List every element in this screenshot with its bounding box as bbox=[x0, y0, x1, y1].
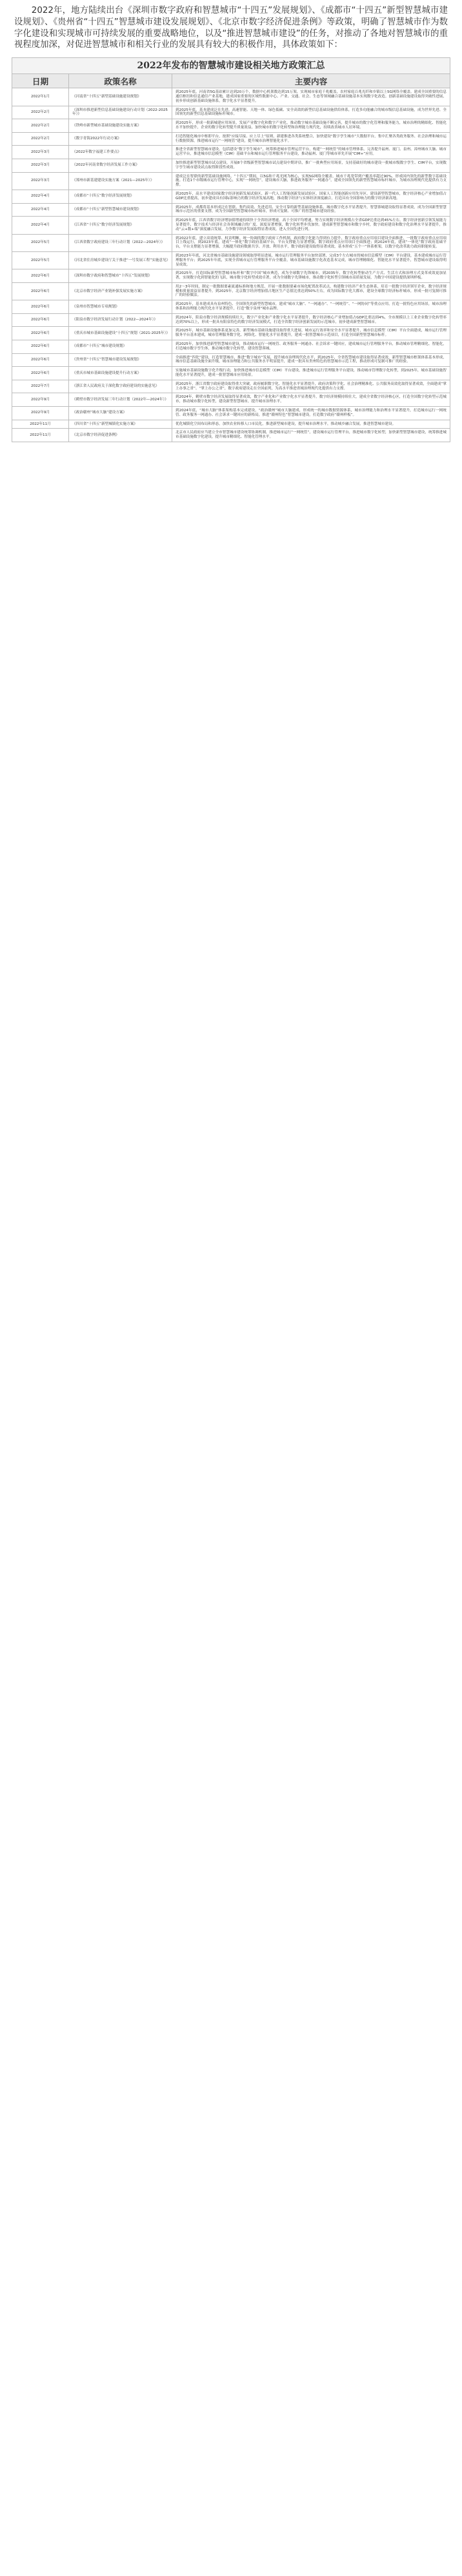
row-date: 2022年4月 bbox=[12, 190, 69, 203]
row-policy-name: 《江西省“十四五”数字经济发展规划》 bbox=[69, 217, 172, 234]
row-main-content: 到2025年底，基本建成泛在先进、高速智能、天地一体、绿色低碳、安全高效的新型信息基础设施供给体系，打造多功能融合的城市级信息基础设施，成为世界先进、全国领先的新型信息基础设施标杆城市。 bbox=[172, 106, 450, 119]
table-row bbox=[12, 172, 450, 190]
table-row bbox=[12, 159, 450, 172]
row-main-content: 到2023年年底，河北省城市基础设施建设领域取得明显进展，城市运行管理服务平台加快部署，完成3个左右城市的城市信息模型（CIM）平台建设，基本建成城市运行管理服务平台；到2025年年底，实现全省城市运行管理服务平台全覆盖，城市基础设施数字化改造基本完成，城市管理精细化、智能化水平显著提升，智慧城市建设取得明显成效。 bbox=[172, 251, 450, 269]
row-policy-name: 《郑州市新基建建设实施方案（2021—2025年）》 bbox=[69, 172, 172, 190]
policy-table bbox=[12, 73, 450, 442]
table-header-row bbox=[12, 74, 450, 88]
table-row bbox=[12, 340, 450, 354]
table-row bbox=[12, 217, 450, 234]
row-policy-name: 《浙江省人民政府关于深化数字政府建设的实施意见》 bbox=[69, 380, 172, 393]
row-main-content: 到2025年，形成一批新城建应用场景，发展产业数字化和数字产业化，推动数字城市基础设施不断完善，提升城市的数字化管理和服务能力，城市治理的精细化、智能化水平加快提升，企业的数字化转型提升质量效益，加快城市的数字化转型和治理能力现代化，持续改善城市人居环境。 bbox=[172, 119, 450, 133]
row-main-content: 到2025年，基本建成具有泉州特色、全国领先的新型智慧城市，建成“城市大脑”、“一网通办”、“一网统管”、“一网协同”等重点应用，打造一批特色应用场景，城市治理体系和治理能力现代化水平显著提升，打造“数字泉州”城市品牌。 bbox=[172, 300, 450, 314]
row-policy-name: 《成都市“十四五”数字经济发展规划》 bbox=[69, 190, 172, 203]
table-row bbox=[12, 251, 450, 269]
table-row bbox=[12, 269, 450, 283]
table-row bbox=[12, 88, 450, 106]
row-policy-name: 《鹤壁市数字经济发展三年行动计划（2022年—2024年）》 bbox=[69, 393, 172, 407]
row-policy-name: 《成都市“十四五”城市建设规划》 bbox=[69, 340, 172, 354]
row-date: 2022年6月 bbox=[12, 269, 69, 283]
row-main-content: 推进全省新型智慧城市建设，包括建设“数字孪生城市”，统筹推进城市管理运营平台，构建“一网统管”的城市管理体系。完善提升福州、厦门、泉州、漳州城市大脑、城市运营平台，推进城市信息模型（CIM）基础平台和城市运行管理服务平台建设，推动福州、厦门等城市率先开展“CIM+”应用。 bbox=[172, 146, 450, 159]
row-main-content: 到2025年，城市基础设施体系更加完善，新型城市基础设施建设取得重大进展，城市运行效率和安全水平显著提升，城市信息模型（CIM）平台全面建成，城市运行管理服务平台基本建成，城市管理服务数字化、网络化、智能化水平显著提升，建成一批智慧城市示范项目，打造全国新型智慧城市标杆。 bbox=[172, 327, 450, 340]
row-policy-name: 《重庆市城市基础设施建设“十四五”规划（2021-2025年）》 bbox=[69, 327, 172, 340]
row-policy-name: 《铁岭市新型城市基础设施建设实施方案》 bbox=[69, 119, 172, 133]
row-date: 2022年2月 bbox=[12, 132, 69, 146]
row-main-content: 到2024年底，“城市大脑”体系架构基本完成建设，“政治赣州”城市大脑建成，形成统一的城市数据资源体系，城市治理能力和治理水平显著提升，打造城市运行一网统管、政务服务一网通办、社会诉求一键回应的新格局，推进“赣州特色”智慧城市建设，打造数字政府“赣州样板”。 bbox=[172, 407, 450, 420]
row-policy-name: 《北京市数字经济促进条例》 bbox=[69, 429, 172, 442]
row-date: 2022年9月 bbox=[12, 407, 69, 420]
table-row bbox=[12, 353, 450, 367]
table-row bbox=[12, 393, 450, 407]
row-policy-name: 《江西省数字政府建设三年行动计划（2022—2024年）》 bbox=[69, 234, 172, 251]
row-date: 2022年11月 bbox=[12, 429, 69, 442]
header-policy-name: 政策名称 bbox=[69, 74, 172, 88]
table-row bbox=[12, 407, 450, 420]
row-policy-name: 《2022年数字福建工作要点》 bbox=[69, 146, 172, 159]
row-main-content: 北京市人民政府应当建立全市智慧城市建设统筹协调机制，推进城市运行“一网统管”，建设城市运行管理平台，推进城市数字化转型，加快新型智慧城市建设，统筹推进城市基础设施数字化建设，提升城市精细化、智能化管理水平。 bbox=[172, 429, 450, 442]
row-main-content: 实施城市基础设施数字化升级行动，加快推进城市信息模型（CIM）平台建设，推进城市运行管理服务平台建设，推动城市管理数字化转型，到2025年，城市基础设施智能化水平显著提升，建成一批智慧城市应用场景。 bbox=[172, 367, 450, 380]
row-date: 2022年3月 bbox=[12, 172, 69, 190]
row-date: 2022年11月 bbox=[12, 420, 69, 429]
row-date: 2022年2月 bbox=[12, 106, 69, 119]
row-date: 2022年6月 bbox=[12, 300, 69, 314]
row-date: 2022年3月 bbox=[12, 159, 69, 172]
table-row bbox=[12, 429, 450, 442]
row-policy-name: 《2022年河南省数字经济发展工作方案》 bbox=[69, 159, 172, 172]
row-main-content: 加快推进新型智慧城市试点建设，开展8个省级新型智慧城市试点建设中期评估，推广一批典型应用场景，支持基础好的城市建设一批城市级数字孪生、CIM平台，实现数字孪生城市建设试点取得阶段性成效。 bbox=[172, 159, 450, 172]
row-date: 2022年4月 bbox=[12, 217, 69, 234]
table-row bbox=[12, 203, 450, 217]
row-policy-name: 《河南省“十四五”新型基础设施建设规划》 bbox=[69, 88, 172, 106]
row-date: 2022年6月 bbox=[12, 282, 69, 300]
table-body bbox=[12, 88, 450, 442]
row-main-content: 到2024年，阳泉市数字经济规模持续壮大，数字产业化和产业数字化水平显著提升，数字经济核心产业增加值占GDP比重达到4%，全市规模以上工业企业数字化转型率达到70%以上，形成一批具有阳泉特色的数字经济发展模式，打造全省数字经济创新发展的示范城市，初步建成新型智慧城市。 bbox=[172, 313, 450, 327]
row-policy-name: 《阳泉市数字经济发展行动计划（2022—2024年）》 bbox=[69, 313, 172, 327]
row-date: 2022年7月 bbox=[12, 380, 69, 393]
header-main-content: 主要内容 bbox=[172, 74, 450, 88]
row-date: 2022年2月 bbox=[12, 119, 69, 133]
row-policy-name: 《重庆市城市基础设施建设提升行动方案》 bbox=[69, 367, 172, 380]
row-main-content: 到2022年底，建立高效统筹、权责明晰、统一协调的数字政府工作机制，政府数字化能力得到有力提升，数字政府重点应用项目建设全面推进，一批数字政府重点应用项目上线运行，到2023年底，建成“一体化”数字政府基础平台，平台支撑能力显著增强，数字政府重点应用项目全面推进；到2024年底，建成“一体化”数字政府基础平台，平台支撑能力显著增强，大幅提升政府数据共享、开放、利用水平，数字政府建设取得显著成效，基本形成“五个一”体系框架，以数字化改革助力政府职能转变。 bbox=[172, 234, 450, 251]
row-main-content: 到2025年底，江西省数字经济增加值增速持续快于全省经济增速，高于全国平均增速，努力实现数字经济规模占全省GDP比重达到45%左右，数字经济创新引领发展能力显著提升，数字技术与经济社会各领域融合的广度、深度显著增强，数字化转型步伐加快。建成新型智慧城市和数字乡村，数字政府建设和数字化治理水平显著提升，推动“云+数+端”深度融合发展，力争数字经济发展取得显著成效，进入全国先进行列。 bbox=[172, 217, 450, 234]
row-policy-name: 《深圳市推进新型信息基础设施建设行动计划（2022-2025年）》 bbox=[69, 106, 172, 119]
table-row bbox=[12, 420, 450, 429]
row-main-content: 到2024年，鹤壁市数字经济发展取得显著成效，数字产业化和产业数字化水平显著提升，数字经济规模持续壮大，建成全省数字经济核心区，打造全国数字化转型示范城市，推动城市数字化转型，建设新型智慧城市，提升城市治理水平。 bbox=[172, 393, 450, 407]
table-row bbox=[12, 106, 450, 119]
table-row bbox=[12, 190, 450, 203]
table-row bbox=[12, 234, 450, 251]
row-policy-name: 《贵州省“十四五”智慧城市建设发展规划》 bbox=[69, 353, 172, 367]
row-policy-name: 《北京市数字经济产业链补强发展实施方案》 bbox=[69, 282, 172, 300]
row-main-content: 到2025年，打造国际新型智慧城市标杆和“数字中国”城市典范，成为全球数字先锋城市。到2035年，数字化转型驱动生产方式、生活方式和治理方式变革成效更加显著，实现数字化到智能化的飞跃，城市数字化转型成效卓著，成为全球数字先锋城市，推动数字化转型引领城市高质量发展，为数字中国建设提供深圳样板。 bbox=[172, 269, 450, 283]
row-policy-name: 《深圳市数字政府和智慧城市“十四五”发展规划》 bbox=[69, 269, 172, 283]
row-main-content: 用2～3年时间，制定一批数据要素流通标准和地方规范，开展一批数据要素市场化配置改革试点，构建数字经济产业生态体系，培育一批数字经济领军企业，数字经济规模和质量效益显著提升。到2025年，北京数字经济增加值占地区生产总值比重达到50%左右，成为国际数字化大都市，建设全球数字经济标杆城市，形成一批可复制可推广的经验做法。 bbox=[172, 282, 450, 300]
row-policy-name: 《成都市“十四五”新型智慧城市建设规划》 bbox=[69, 203, 172, 217]
row-date: 2022年5月 bbox=[12, 251, 69, 269]
row-main-content: 优化城镇化空间布局和形态，加快农业转移人口市民化，推进新型城市建设，提升城市治理水平，推动城乡融合发展，推进智慧城市建设。 bbox=[172, 420, 450, 429]
row-main-content: 到2025年底，河南省5G基站累计达到20万个，数据中心机架数达到15万架，实现城市家庭千兆覆盖，农村家庭百兆光纤和乡镇以上5G网络全覆盖。建成全国重要的信息通信枢纽和信息通信产业基地，建成国家重要的区域性数据中心。产业、交通、社会、生态等领域融合基础设施基本实现数字化改造。创新基础设施建设取得突破性进展，初步形成创新基础设施体系，数字化水平显著提升。 bbox=[172, 88, 450, 106]
row-main-content: 到2025年，加快推进新型智慧城市建设，推动城市运行一网统管、政务服务一网通办、社会诉求一键回应，建成城市运行管理服务平台，推动城市管理精细化、智能化，打造城市数字孪生体，推动城市数字化转型，建设智慧蓉城。 bbox=[172, 340, 450, 354]
table-row bbox=[12, 282, 450, 300]
row-date: 2022年6月 bbox=[12, 367, 69, 380]
table-row bbox=[12, 300, 450, 314]
row-main-content: 打造智能化城市中枢即平台，按照“应接尽接、应上尽上”原则，新建推进各类系统整合，加快建设“数字孪生城市”大数据平台，集中汇聚各类政务服务、社会治理和城市运行数据资源，推进城市运行“一网统管”建设，提升城市治理智能化水平。 bbox=[172, 132, 450, 146]
row-date: 2022年6月 bbox=[12, 313, 69, 327]
row-policy-name: 《数字青海2022年行动方案》 bbox=[69, 132, 172, 146]
row-main-content: 到2025年，高水平建成国家数字经济创新发展试验区、新一代人工智能创新发展试验区、国家人工智能创新应用先导区。建设新型智慧城市，数字经济核心产业增加值占GDP比重提高，初步建成具有国际影响力的数字经济发展高地，推动数字经济与实体经济深度融合，打造具有全国影响力的数字经济新高地。 bbox=[172, 190, 450, 203]
row-policy-name: 《四川省“十四五”新型城镇化实施方案》 bbox=[69, 420, 172, 429]
row-policy-name: 《政治赣州“城市大脑”建设方案》 bbox=[69, 407, 172, 420]
row-date: 2022年6月 bbox=[12, 353, 69, 367]
row-date: 2022年3月 bbox=[12, 146, 69, 159]
table-row bbox=[12, 146, 450, 159]
row-main-content: 全面推进“四化”建设，打造智慧城市，推进“数字城市”发展，提升城市治理现代化水平，到2025年，全省智慧城市建设取得显著成效，新型智慧城市框架体系基本形成，城市信息基础设施全面升级，城市治理能力和公共服务水平明显提升，建成一批具有贵州特色的智慧城市示范工程，推动形成可复制可推广的经验。 bbox=[172, 353, 450, 367]
table-row bbox=[12, 367, 450, 380]
row-date: 2022年5月 bbox=[12, 234, 69, 251]
row-policy-name: 《泉州市智慧城市专项规划》 bbox=[69, 300, 172, 314]
row-date: 2022年6月 bbox=[12, 327, 69, 340]
row-date: 2022年6月 bbox=[12, 340, 69, 354]
table-title: 2022年发布的智慧城市建设相关地方政策汇总 bbox=[12, 57, 450, 73]
row-policy-name: 《河北省住房城乡建设厅关于推进“一号发展工程”实施意见》 bbox=[69, 251, 172, 269]
table-row bbox=[12, 380, 450, 393]
table-row bbox=[12, 119, 450, 133]
row-main-content: 建成泛在智联的新型基础设施网络，“十四五”期间，以5G和千兆光网为核心，实现5G网络全覆盖，城市千兆宽带到户覆盖率超过90%，形成国内领先的新型数字基础设施。打造1个市级城市运行管理中心，实现“一网统管”，建设城市大脑，推进政务服务“一网通办”，建成全国领先的新型智慧城市标杆城市，为城市治理现代化提供有力支撑。 bbox=[172, 172, 450, 190]
header-date: 日期 bbox=[12, 74, 69, 88]
table-row bbox=[12, 313, 450, 327]
row-date: 2022年1月 bbox=[12, 88, 69, 106]
row-main-content: 到2025年，浙江省数字政府建设取得重大突破，政府履职数字化、智能化水平显著提升，政府决策科学化、社会治理精准化、公共服务高效化取得显著成效，全面建成“掌上办事之省”、“掌上办公之省”，数字政府建设走在全国前列，为高水平推进省域治理现代化提供有力支撑。 bbox=[172, 380, 450, 393]
table-row bbox=[12, 132, 450, 146]
row-date: 2022年4月 bbox=[12, 203, 69, 217]
intro-paragraph: 2022年，地方陆续出台《深圳市数字政府和智慧城市“十四五”发展规划》、《成都市“十四五”新型智慧城市建设规划》、《贵州省“十四五”智慧城市建设发展规划》、《北京市数字经济促进条例》等政策，明确了智慧城市作为数字化建设和实现城市可持续发展的重要战略地位，以及“推进智慧城市建设”的任务，对推动了各地对智慧城市的重视程度加深，对促进智慧城市和相关行业的发展具有较大的积极作用，具体政策如下： bbox=[14, 6, 448, 50]
row-main-content: 到2025年，成都将基本形成泛在智联、集约高效、先进适用、安全可靠的新型基础设施体系，城市数字化水平显著提升，智慧蓉城建设取得显著成效，成为全国新型智慧城市示范区的重要支撑，成为全国新型智慧城市标杆城市，形成可复制、可推广的智慧城市建设经验。 bbox=[172, 203, 450, 217]
table-row bbox=[12, 327, 450, 340]
row-date: 2022年9月 bbox=[12, 393, 69, 407]
